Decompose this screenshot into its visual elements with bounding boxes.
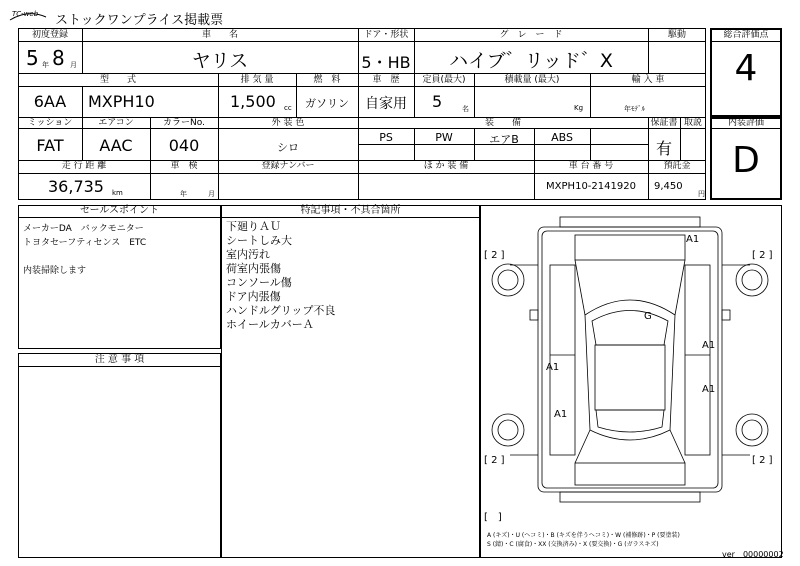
- equipment-item: PW: [435, 131, 453, 144]
- label-chassis: 車 台 番 号: [568, 161, 614, 171]
- label-warranty: 保証書: [650, 118, 678, 128]
- warranty: 有: [655, 139, 672, 158]
- mark-left-lower: A1: [554, 409, 568, 420]
- equipment-item: エアB: [489, 133, 519, 146]
- mission: FAT: [36, 136, 64, 155]
- label-color-no: カラーNo.: [163, 118, 205, 128]
- inspection-month-unit: 月: [208, 190, 215, 198]
- remarks-lines: [226, 220, 335, 332]
- wheel-rear-right: [736, 414, 768, 446]
- sales-line: [23, 250, 146, 264]
- label-car-name: 車 名: [201, 30, 238, 40]
- label-notes: 注 意 事 項: [94, 354, 145, 365]
- aircon: AAC: [99, 136, 133, 155]
- car-name: ヤリス: [191, 50, 249, 72]
- page-title: ストックワンプライス掲載票: [55, 13, 224, 28]
- logo-text: TC-web: [12, 10, 39, 18]
- label-other-equipment: ほ か 装 備: [423, 161, 469, 171]
- remark-line: コンソール傷: [226, 276, 292, 289]
- label-first-reg: 初度登録: [31, 30, 68, 40]
- label-manual: 取説: [683, 118, 702, 128]
- first-reg-month-unit: 月: [70, 61, 77, 69]
- mark-left-mid: A1: [546, 362, 560, 373]
- first-reg-year: 5: [26, 46, 39, 70]
- label-inspection: 車 検: [170, 161, 198, 171]
- remark-line: 下廻りＡＵ: [226, 220, 281, 233]
- label-mileage: 走 行 距 離: [61, 161, 107, 171]
- color-no: 040: [168, 136, 200, 155]
- label-overall: 総合評価点: [723, 30, 769, 40]
- label-mission: ミッション: [27, 118, 73, 128]
- label-equipment: 装 備: [484, 118, 521, 128]
- label-drive: 駆動: [667, 30, 686, 40]
- label-exterior-color: 外 装 色: [271, 118, 305, 128]
- capacity-unit: 名: [462, 105, 469, 113]
- capacity: 5: [432, 92, 443, 111]
- label-displacement: 排 気 量: [240, 75, 274, 85]
- label-type: 型 式: [99, 75, 136, 85]
- label-aircon: エアコン: [98, 118, 134, 128]
- bracket-rear-right: [ 2 ]: [752, 455, 773, 466]
- logo: [8, 8, 48, 20]
- remark-line: 荷室内張傷: [226, 262, 281, 275]
- remark-line: 室内汚れ: [226, 248, 270, 261]
- label-door-type: ドア・形状: [363, 30, 409, 40]
- bracket-bottom: [ ]: [484, 512, 502, 523]
- remark-line: ハンドルグリップ不良: [226, 304, 336, 317]
- interior-score: D: [732, 140, 760, 181]
- deposit: 9,450: [654, 181, 683, 192]
- label-remarks: 特記事項・不具合箇所: [300, 205, 401, 216]
- import-year-label: 年ﾓﾃﾞﾙ: [624, 105, 645, 113]
- label-interior: 内装評価: [727, 118, 764, 128]
- type-model: MXPH10: [88, 92, 155, 111]
- label-sales: セールスポイント: [79, 205, 160, 216]
- label-fuel: 燃 料: [313, 75, 341, 85]
- label-capacity: 定員(最大): [422, 75, 466, 85]
- bracket-rear-left: [ 2 ]: [484, 455, 505, 466]
- type-prefix: 6AA: [33, 92, 67, 111]
- label-load: 積載量 (最大): [504, 75, 560, 85]
- label-history: 車 歴: [372, 75, 400, 85]
- wheel-rear-left: [492, 414, 524, 446]
- label-grade: グ レ ー ド: [499, 30, 563, 40]
- label-deposit: 預託金: [663, 161, 691, 171]
- wheel-front-left: [492, 264, 524, 296]
- exterior-color: シロ: [277, 141, 299, 154]
- equipment-item: ABS: [551, 131, 573, 144]
- equipment-item: PS: [379, 131, 393, 144]
- first-reg-month: 8: [52, 46, 65, 70]
- displacement: 1,500: [230, 92, 276, 111]
- wheel-front-right: [736, 264, 768, 296]
- door-type: 5・HB: [361, 53, 411, 72]
- load-unit: Kg: [574, 104, 584, 112]
- version-label: ver 00000002: [722, 550, 784, 559]
- sales-lines: [23, 222, 146, 278]
- chassis-number: MXPH10-2141920: [546, 181, 636, 192]
- displacement-unit: cc: [284, 104, 292, 112]
- legend-line-2: S (錆)・C (腐食)・XX (交換済み)・X (要交換)・G (ガラスキズ): [487, 541, 659, 548]
- bracket-front-left: [ 2 ]: [484, 250, 505, 261]
- grade: ハイブ゛リッド゛X: [449, 50, 613, 72]
- remark-line: シートしみ大: [226, 234, 292, 247]
- mileage-unit: km: [112, 189, 123, 197]
- mileage: 36,735: [48, 177, 104, 196]
- mark-right-mid: A1: [702, 340, 716, 351]
- sales-line: メーカーDA バックモニター: [23, 224, 144, 234]
- first-reg-year-unit: 年: [42, 61, 49, 69]
- sales-line: 内装掃除します: [23, 266, 87, 276]
- history: 自家用: [365, 96, 407, 112]
- mark-right-lower: A1: [702, 384, 716, 395]
- mark-top-right: A1: [686, 234, 700, 245]
- label-import: 輸 入 車: [631, 75, 665, 85]
- label-plate: 登録ナンバー: [261, 161, 315, 171]
- inspection-year-unit: 年: [180, 190, 187, 198]
- mark-center: G: [644, 311, 652, 322]
- sales-line: トヨタセーフティセンス ETC: [23, 238, 147, 248]
- fuel: ガソリン: [305, 97, 349, 110]
- car-diagram: [480, 205, 782, 558]
- remark-line: ドア内張傷: [226, 290, 281, 303]
- car-top-outline: [538, 227, 722, 492]
- cabin-outline: [585, 300, 675, 440]
- remark-line: ホイールカバーＡ: [226, 318, 314, 331]
- bracket-front-right: [ 2 ]: [752, 250, 773, 261]
- notes-box: [18, 353, 221, 558]
- overall-score: 4: [734, 48, 758, 89]
- deposit-unit: 円: [698, 190, 705, 198]
- legend-line-1: A (キズ)・U (ヘコミ)・B (キズを伴うヘコミ)・W (補修跡)・P (要塗装): [487, 532, 680, 539]
